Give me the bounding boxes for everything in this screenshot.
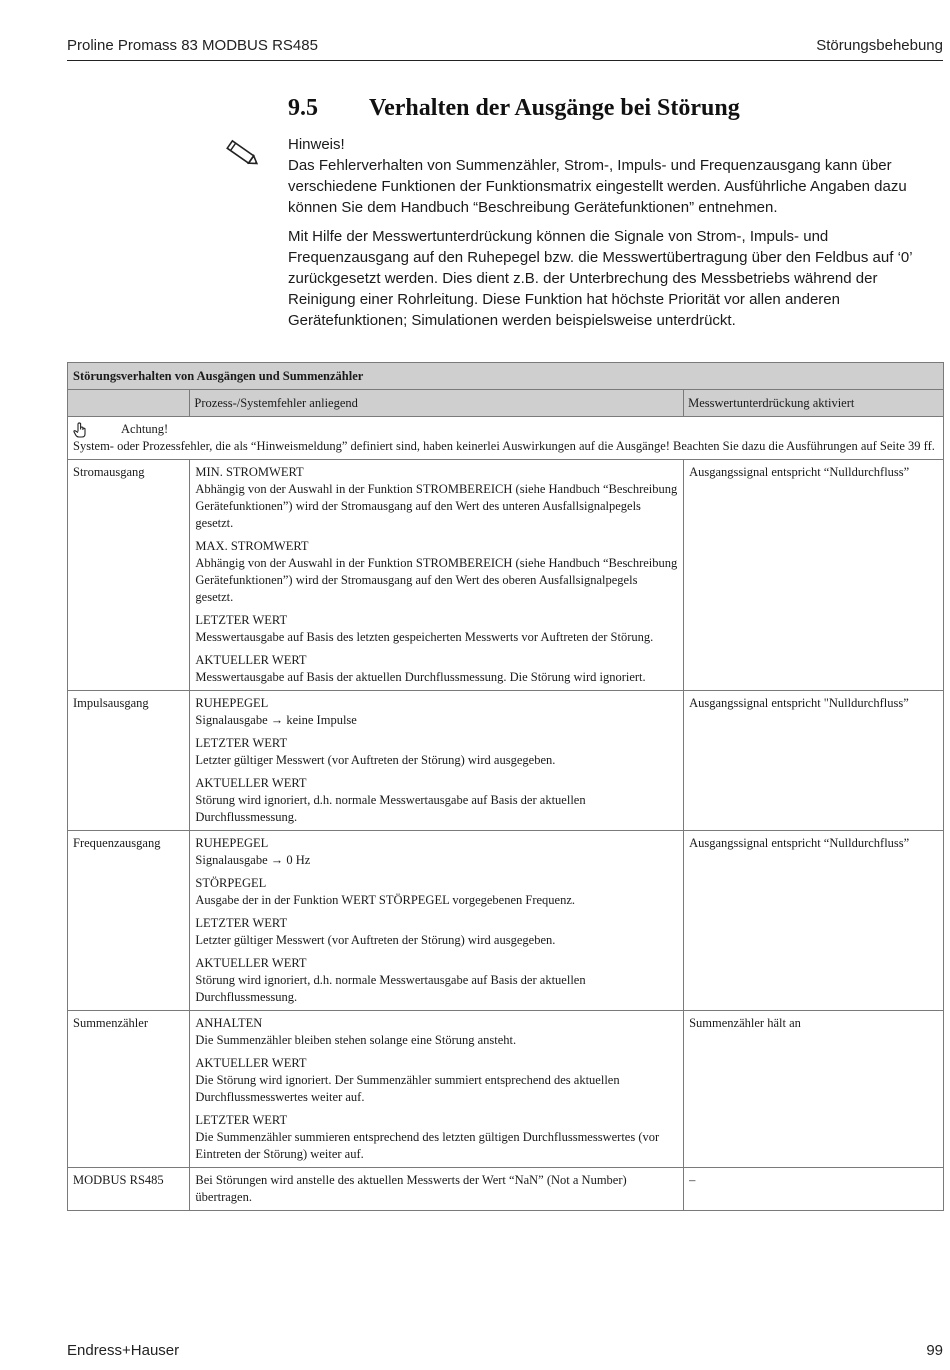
option-label: LETZTER WERT [195,1113,288,1127]
option-text: Abhängig von der Auswahl in der Funktion STROMBEREICH (siehe Handbuch “Beschreibung Gerätefunktionen”) wird der Stromausgang auf den Wert des unteren Ausfallsignalpegels gesetzt. [195,482,678,530]
option-label: RUHEPEGEL [195,696,269,710]
page-footer [67,1342,943,1359]
note-paragraph-2: Mit Hilfe der Messwertunterdrückung können die Signale von Strom-, Impuls- und Frequenzausgang auf den Ruhepegel bzw. die Messwertübertragung über den Feldbus auf ‘0’ zurückgesetzt werden. Dies dient z.B. der Unterbrechung des Messbetriebs während der Reinigung einer Rohrleitung. Diese Funktion hat höchste Priorität vor allen anderen Gerätefunktionen; Simulationen werden beispielsweise unterdrückt. [288,228,913,329]
section-title: Verhalten der Ausgänge bei Störung [369,95,740,121]
option-label: AKTUELLER WERT [195,653,307,667]
row-fault-options [190,1011,684,1168]
option-label: STÖRPEGEL [195,876,267,890]
row-suppression: Ausgangssignal entspricht “Nulldurchfluss” [684,831,944,1011]
page-number: 99 [926,1342,943,1359]
option-text: Störung wird ignoriert, d.h. normale Messwertausgabe auf Basis der aktuellen Durchflussmessung. [195,793,586,824]
header-suppression: Messwertunterdrückung aktiviert [684,390,944,417]
hand-pointer-icon [73,422,87,438]
row-fault-options [190,460,684,691]
section-number: 9.5 [288,95,318,121]
row-name: Summenzähler [68,1011,190,1168]
option-text: Abhängig von der Auswahl in der Funktion STROMBEREICH (siehe Handbuch “Beschreibung Gerätefunktionen”) wird der Stromausgang auf den Wert des oberen Ausfallsignalpegels gesetzt. [195,556,678,604]
option-text: Letzter gültiger Messwert (vor Auftreten der Störung) wird ausgegeben. [195,933,556,947]
row-name: Impulsausgang [68,691,190,831]
page-header [67,30,943,61]
option-text: Messwertausgabe auf Basis des letzten gespeicherten Messwerts vor Auftreten der Störung. [195,630,654,644]
option-item [195,695,678,729]
option-label: AKTUELLER WERT [195,776,307,790]
option-text: Die Summenzähler summieren entsprechend des letzten gültigen Durchflussmesswertes (vor Eintreten der Störung) weiter auf. [195,1130,660,1161]
option-text: Messwertausgabe auf Basis der aktuellen Durchflussmessung. Die Störung wird ignoriert. [195,670,646,684]
row-name: MODBUS RS485 [68,1168,190,1211]
header-process-fault: Prozess-/Systemfehler anliegend [190,390,684,417]
table-row-stromausgang [68,460,944,691]
option-text: Ausgabe der in der Funktion WERT STÖRPEGEL vorgegebenen Frequenz. [195,893,576,907]
option-item [195,875,678,909]
option-label: LETZTER WERT [195,736,288,750]
table-row-frequenzausgang [68,831,944,1011]
option-item [195,735,678,769]
option-item [195,464,678,532]
option-text: Bei Störungen wird anstelle des aktuellen Messwerts der Wert “NaN” (Not a Number) übertragen. [195,1173,627,1204]
row-name: Frequenzausgang [68,831,190,1011]
option-item [195,775,678,826]
row-fault-options [190,831,684,1011]
option-label: MIN. STROMWERT [195,465,304,479]
option-item [195,652,678,686]
header-product-title: Proline Promass 83 MODBUS RS485 [67,36,318,54]
option-label: LETZTER WERT [195,613,288,627]
row-suppression: Summenzähler hält an [684,1011,944,1168]
row-suppression: Ausgangssignal entspricht "Nulldurchfluss” [684,691,944,831]
option-item [195,1055,678,1106]
footer-company: Endress+Hauser [67,1342,180,1359]
warning-row [68,417,944,460]
row-fault-options [190,691,684,831]
option-label: RUHEPEGEL [195,836,269,850]
option-label: AKTUELLER WERT [195,1056,307,1070]
row-fault-options [190,1168,684,1211]
option-text: Störung wird ignoriert, d.h. normale Messwertausgabe auf Basis der aktuellen Durchflussmessung. [195,973,586,1004]
option-item [195,835,678,869]
option-text: Signalausgabe → 0 Hz [195,853,311,867]
table-row-summenzaehler [68,1011,944,1168]
table-row-impulsausgang [68,691,944,831]
table-title: Störungsverhalten von Ausgängen und Summenzähler [68,363,944,390]
option-label: LETZTER WERT [195,916,288,930]
row-suppression: – [684,1168,944,1211]
header-chapter-title: Störungsbehebung [816,36,943,54]
option-label: MAX. STROMWERT [195,539,309,553]
option-item [195,1112,678,1163]
section-9-5 [67,95,943,331]
note-paragraph-1: Das Fehlerverhalten von Summenzähler, Strom-, Impuls- und Frequenzausgang kann über verschiedene Funktionen der Funktionsmatrix eingestellt werden. Ausführliche Angaben dazu können Sie dem Handbuch “Beschreibung Gerätefunktionen” entnehmen. [288,157,907,216]
table-header-row [68,390,944,417]
option-text: Die Störung wird ignoriert. Der Summenzähler summiert entsprechend des aktuellen Durchflussmesswertes weiter auf. [195,1073,620,1104]
option-text: Signalausgabe → keine Impulse [195,713,357,727]
option-item [195,915,678,949]
option-label: AKTUELLER WERT [195,956,307,970]
warning-cell [68,417,944,460]
option-item [195,1015,678,1049]
row-suppression: Ausgangssignal entspricht “Nulldurchfluss” [684,460,944,691]
table-title-row [68,363,944,390]
table-row-modbus [68,1168,944,1211]
option-text: Letzter gültiger Messwert (vor Auftreten der Störung) wird ausgegeben. [195,753,556,767]
row-name: Stromausgang [68,460,190,691]
note-block [288,134,943,331]
option-item [195,612,678,646]
note-label: Hinweis! [288,136,345,153]
section-heading [288,95,943,122]
pencil-icon [221,137,261,169]
option-text: Die Summenzähler bleiben stehen solange eine Störung ansteht. [195,1033,517,1047]
warning-label: Achtung! [121,422,169,436]
option-item [195,955,678,1006]
fault-behaviour-table [67,362,944,1211]
warning-text: System- oder Prozessfehler, die als “Hinweismeldung” definiert sind, haben keinerlei Auswirkungen auf die Ausgänge! Beachten Sie dazu die Ausführungen auf Seite 39 ff. [73,439,935,453]
option-item [195,538,678,606]
header-empty-cell [68,390,190,417]
option-label: ANHALTEN [195,1016,263,1030]
